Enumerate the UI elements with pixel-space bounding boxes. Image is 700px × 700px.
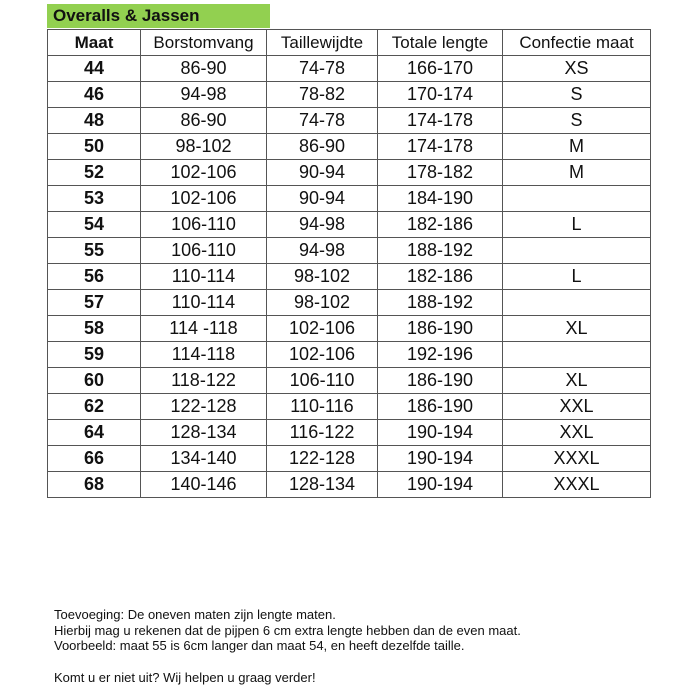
taillewijdte-cell: 94-98 xyxy=(267,212,378,238)
footer-notes xyxy=(54,607,694,685)
confectie-maat-cell: XS xyxy=(503,56,651,82)
borstomvang-cell: 114 -118 xyxy=(141,316,267,342)
taillewijdte-cell: 94-98 xyxy=(267,238,378,264)
column-header-taillewijdte: Taillewijdte xyxy=(267,30,378,56)
borstomvang-cell: 102-106 xyxy=(141,160,267,186)
table-row xyxy=(48,186,651,212)
borstomvang-cell: 114-118 xyxy=(141,342,267,368)
taillewijdte-cell: 122-128 xyxy=(267,446,378,472)
taillewijdte-cell: 116-122 xyxy=(267,420,378,446)
totale-lengte-cell: 188-192 xyxy=(378,238,503,264)
borstomvang-cell: 86-90 xyxy=(141,56,267,82)
table-row xyxy=(48,264,651,290)
note-line-1: Toevoeging: De oneven maten zijn lengte maten. xyxy=(54,607,336,622)
table-row xyxy=(48,420,651,446)
borstomvang-cell: 106-110 xyxy=(141,238,267,264)
taillewijdte-cell: 106-110 xyxy=(267,368,378,394)
maat-cell: 59 xyxy=(48,342,141,368)
confectie-maat-cell: S xyxy=(503,82,651,108)
table-row xyxy=(48,290,651,316)
maat-cell: 50 xyxy=(48,134,141,160)
maat-cell: 52 xyxy=(48,160,141,186)
table-row xyxy=(48,394,651,420)
confectie-maat-cell: S xyxy=(503,108,651,134)
table-title: Overalls & Jassen xyxy=(47,4,270,28)
maat-cell: 53 xyxy=(48,186,141,212)
borstomvang-cell: 106-110 xyxy=(141,212,267,238)
totale-lengte-cell: 166-170 xyxy=(378,56,503,82)
totale-lengte-cell: 190-194 xyxy=(378,420,503,446)
table-row xyxy=(48,238,651,264)
column-header-totale-lengte: Totale lengte xyxy=(378,30,503,56)
confectie-maat-cell: XXXL xyxy=(503,472,651,498)
taillewijdte-cell: 90-94 xyxy=(267,160,378,186)
maat-cell: 57 xyxy=(48,290,141,316)
table-row xyxy=(48,446,651,472)
borstomvang-cell: 94-98 xyxy=(141,82,267,108)
confectie-maat-cell xyxy=(503,342,651,368)
confectie-maat-cell xyxy=(503,186,651,212)
totale-lengte-cell: 186-190 xyxy=(378,316,503,342)
note-line-3: Voorbeeld: maat 55 is 6cm langer dan maat 54, en heeft dezelfde taille. xyxy=(54,638,465,653)
column-header-borstomvang: Borstomvang xyxy=(141,30,267,56)
maat-cell: 60 xyxy=(48,368,141,394)
table-row xyxy=(48,56,651,82)
maat-cell: 58 xyxy=(48,316,141,342)
confectie-maat-cell xyxy=(503,238,651,264)
maat-cell: 62 xyxy=(48,394,141,420)
confectie-maat-cell: L xyxy=(503,212,651,238)
table-row xyxy=(48,342,651,368)
taillewijdte-cell: 102-106 xyxy=(267,316,378,342)
maat-cell: 56 xyxy=(48,264,141,290)
borstomvang-cell: 122-128 xyxy=(141,394,267,420)
confectie-maat-cell: XL xyxy=(503,368,651,394)
taillewijdte-cell: 102-106 xyxy=(267,342,378,368)
borstomvang-cell: 118-122 xyxy=(141,368,267,394)
maat-cell: 54 xyxy=(48,212,141,238)
borstomvang-cell: 134-140 xyxy=(141,446,267,472)
table-row xyxy=(48,316,651,342)
taillewijdte-cell: 128-134 xyxy=(267,472,378,498)
size-table xyxy=(47,29,651,498)
maat-cell: 55 xyxy=(48,238,141,264)
table-row xyxy=(48,368,651,394)
borstomvang-cell: 110-114 xyxy=(141,290,267,316)
totale-lengte-cell: 170-174 xyxy=(378,82,503,108)
totale-lengte-cell: 178-182 xyxy=(378,160,503,186)
maat-cell: 44 xyxy=(48,56,141,82)
totale-lengte-cell: 188-192 xyxy=(378,290,503,316)
taillewijdte-cell: 110-116 xyxy=(267,394,378,420)
borstomvang-cell: 110-114 xyxy=(141,264,267,290)
table-row xyxy=(48,134,651,160)
table-header-row xyxy=(48,30,651,56)
totale-lengte-cell: 186-190 xyxy=(378,368,503,394)
confectie-maat-cell: XXL xyxy=(503,420,651,446)
confectie-maat-cell: XL xyxy=(503,316,651,342)
maat-cell: 68 xyxy=(48,472,141,498)
column-header-maat: Maat xyxy=(48,30,141,56)
note-line-2: Hierbij mag u rekenen dat de pijpen 6 cm extra lengte hebben dan de even maat. xyxy=(54,622,521,638)
table-row xyxy=(48,108,651,134)
taillewijdte-cell: 74-78 xyxy=(267,56,378,82)
confectie-maat-cell: M xyxy=(503,134,651,160)
table-row xyxy=(48,212,651,238)
borstomvang-cell: 102-106 xyxy=(141,186,267,212)
maat-cell: 48 xyxy=(48,108,141,134)
borstomvang-cell: 98-102 xyxy=(141,134,267,160)
maat-cell: 66 xyxy=(48,446,141,472)
borstomvang-cell: 128-134 xyxy=(141,420,267,446)
taillewijdte-cell: 98-102 xyxy=(267,290,378,316)
totale-lengte-cell: 186-190 xyxy=(378,394,503,420)
totale-lengte-cell: 174-178 xyxy=(378,108,503,134)
table-row xyxy=(48,82,651,108)
totale-lengte-cell: 190-194 xyxy=(378,472,503,498)
taillewijdte-cell: 86-90 xyxy=(267,134,378,160)
help-text: Komt u er niet uit? Wij helpen u graag verder! xyxy=(54,669,316,685)
column-header-confectie-maat: Confectie maat xyxy=(503,30,651,56)
totale-lengte-cell: 182-186 xyxy=(378,264,503,290)
confectie-maat-cell: M xyxy=(503,160,651,186)
borstomvang-cell: 140-146 xyxy=(141,472,267,498)
table-row xyxy=(48,160,651,186)
table-row xyxy=(48,472,651,498)
borstomvang-cell: 86-90 xyxy=(141,108,267,134)
maat-cell: 46 xyxy=(48,82,141,108)
totale-lengte-cell: 190-194 xyxy=(378,446,503,472)
totale-lengte-cell: 192-196 xyxy=(378,342,503,368)
totale-lengte-cell: 174-178 xyxy=(378,134,503,160)
taillewijdte-cell: 74-78 xyxy=(267,108,378,134)
maat-cell: 64 xyxy=(48,420,141,446)
totale-lengte-cell: 182-186 xyxy=(378,212,503,238)
confectie-maat-cell: XXL xyxy=(503,394,651,420)
taillewijdte-cell: 78-82 xyxy=(267,82,378,108)
totale-lengte-cell: 184-190 xyxy=(378,186,503,212)
confectie-maat-cell xyxy=(503,290,651,316)
taillewijdte-cell: 98-102 xyxy=(267,264,378,290)
confectie-maat-cell: XXXL xyxy=(503,446,651,472)
taillewijdte-cell: 90-94 xyxy=(267,186,378,212)
confectie-maat-cell: L xyxy=(503,264,651,290)
table-body xyxy=(48,56,651,498)
